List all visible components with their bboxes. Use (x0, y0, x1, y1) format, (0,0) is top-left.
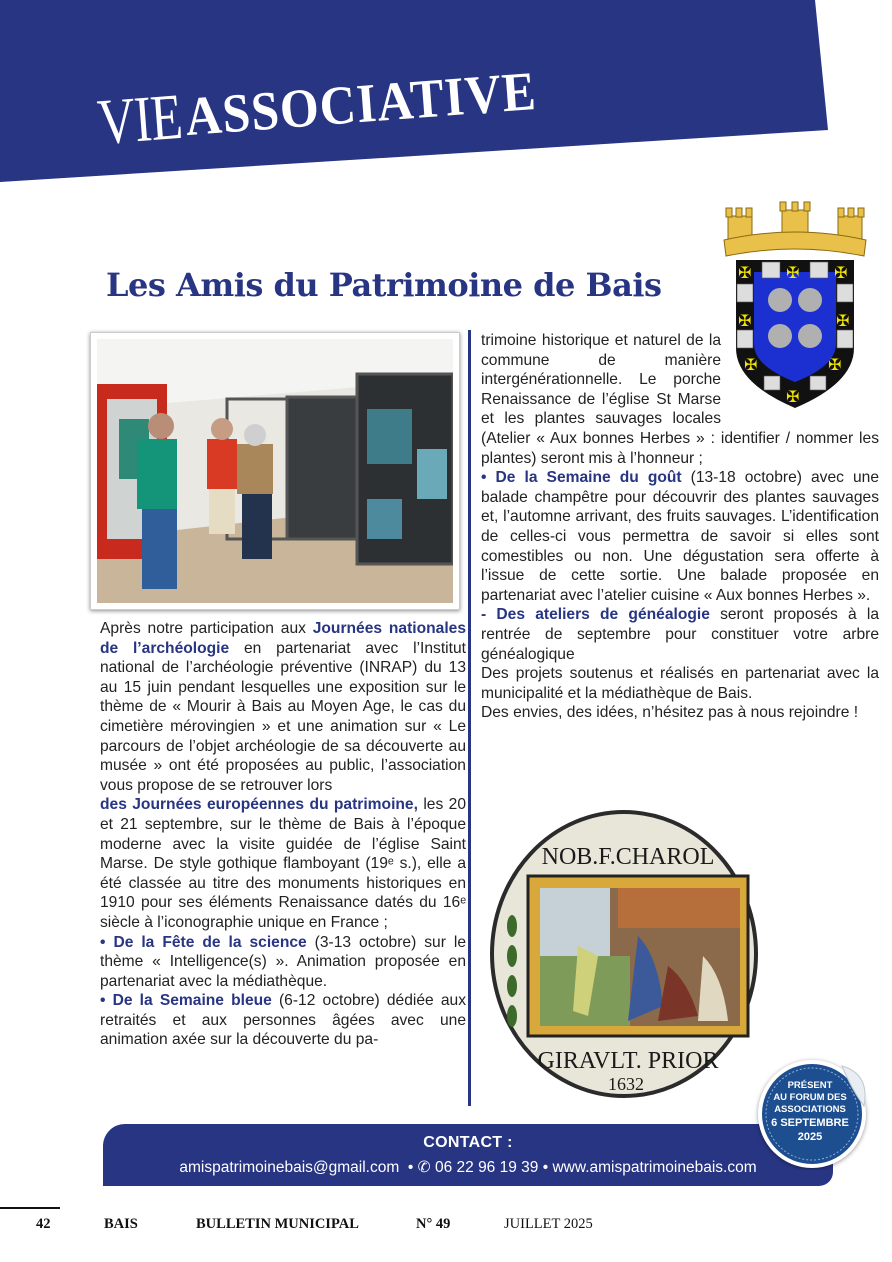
column-divider (468, 330, 471, 1106)
article-column-left (100, 619, 466, 1050)
footer-issue: N° 49 (416, 1216, 451, 1232)
svg-text:✠: ✠ (836, 311, 850, 330)
paragraph-journees-archeologie: Après notre participation aux Journées nationales de l’archéologie en partenariat avec l’Institut national de l’archéologie préventive (INRAP) du 13 au 15 juin pendant lesquelles une exposition sur le thème de « Mourir à Bais au Moyen Age, le cas du cimetière mérovingien » et une animation sur « Le parcours de l’objet archéologie de sa découverte au musée » ont été proposées au public, l’association vous propose de se retrouver lors (100, 620, 466, 794)
paragraph-journees-patrimoine: des Journées européennes du patrimoine, les 20 et 21 septembre, sur le thème de Bais à l’époque moderne avec la visite guidée de l’église Saint Marse. De style gothique flamboyant (19ᵉ s.), elle a été classée au titre des monuments historiques en 1910 pour ses éléments Renaissance datés du 16ᵉ siècle à l’iconographie unique en France ; (100, 796, 467, 931)
contact-line: amispatrimoinebais@gmail.com • ✆ 06 22 96 19 39 • www.amispatrimoinebais.com (179, 1159, 757, 1176)
footer-rule (0, 1207, 60, 1209)
forum-badge-text: PRÉSENT AU FORUM DES ASSOCIATIONS 6 SEPTEMBRE 2025 (771, 1080, 849, 1143)
section-title-bold: ASSOCIATIVE (183, 59, 539, 148)
plate-bottom-inscription: GIRAVLT. PRIOR (537, 1048, 719, 1074)
stained-glass-image (488, 806, 760, 1100)
crest-wrap-space (721, 331, 879, 427)
contact-phone-link[interactable]: 06 22 96 19 39 (434, 1159, 539, 1176)
paragraph-projets: Des projets soutenus et réalisés en partenariat avec la municipalité et la médiathèque de Bais. (481, 665, 879, 702)
paragraph-patrimoine-continuation: trimoine historique et naturel de la commune de manière intergénérationnelle. Le porche Renaissance de l’église St Marse et les plantes sauvages locales (Atelier « Aux bonnes Herbes » : identifier / nommer les plantes) seront mis à l’honneur ; (481, 332, 879, 467)
svg-text:✠: ✠ (786, 263, 800, 282)
svg-text:✠: ✠ (828, 355, 842, 374)
plate-top-inscription: NOB.F.CHAROL (541, 844, 715, 870)
section-title-light: VIE (95, 81, 185, 159)
paragraph-semaine-gout: • De la Semaine du goût (13-18 octobre) avec une balade champêtre pour découvrir des plantes sauvages et, l’automne arrivant, des fruits sauvages. L’identification de celles-ci vous permettra de savoir si elles sont comestibles ou non. Une dégustation sera offerte à l’issue de cette sortie. Une balade proposée en partenariat avec l’atelier cuisine « Aux bonnes Herbes ». (481, 469, 880, 604)
footer-date: JUILLET 2025 (504, 1216, 593, 1232)
contact-email-link[interactable]: amispatrimoinebais@gmail.com (179, 1159, 400, 1176)
paragraph-ateliers-genealogie: - Des ateliers de généalogie seront proposés à la rentrée de septembre pour constituer votre arbre généalogique (481, 606, 879, 663)
svg-text:✠: ✠ (738, 311, 752, 330)
contact-box (103, 1124, 833, 1186)
contact-website-link[interactable]: www.amispatrimoinebais.com (552, 1159, 757, 1176)
exhibition-photo (97, 339, 453, 603)
contact-title: CONTACT : (423, 1134, 513, 1151)
svg-text:✠: ✠ (786, 387, 800, 406)
exhibition-photo-frame (90, 332, 460, 610)
footer-town: BAIS (104, 1216, 138, 1232)
paragraph-fete-science: • De la Fête de la science (3-13 octobre) sur le thème « Intelligence(s) ». Animation proposée en partenariat avec la médiathèque. (100, 933, 466, 990)
svg-text:✠: ✠ (738, 263, 752, 282)
page-number: 42 (36, 1216, 51, 1232)
svg-text:✠: ✠ (834, 263, 848, 282)
footer-publication: BULLETIN MUNICIPAL (196, 1216, 359, 1232)
paragraph-rejoindre: Des envies, des idées, n’hésitez pas à nous rejoindre ! (481, 704, 859, 722)
plate-year: 1632 (608, 1074, 644, 1094)
article-column-right (481, 331, 879, 723)
phone-icon: ✆ (417, 1159, 431, 1176)
svg-text:✠: ✠ (744, 355, 758, 374)
article-title: Les Amis du Patrimoine de Bais (106, 266, 662, 304)
paragraph-semaine-bleue: • De la Semaine bleue (6-12 octobre) dédiée aux retraités et aux personnes âgées avec une animation axée sur la découverte du pa- (100, 992, 466, 1049)
